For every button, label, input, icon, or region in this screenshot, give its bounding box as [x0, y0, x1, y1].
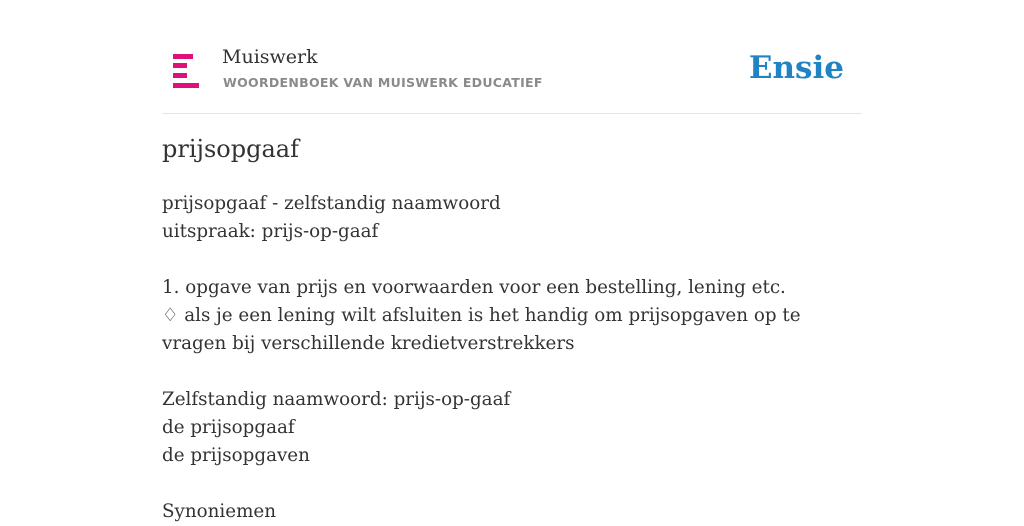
noun-heading-line: Zelfstandig naamwoord: prijs-op-gaaf [162, 389, 511, 410]
example-line: ♢ als je een lening wilt afsluiten is het handig om prijsopgaven op te vragen bij verschillende kredietverstrekkers [162, 305, 801, 354]
pronunciation-line: uitspraak: prijs-op-gaaf [162, 221, 379, 242]
page-title: prijsopgaaf [162, 135, 299, 163]
blank-line [162, 470, 862, 498]
muiswerk-logo-icon[interactable] [173, 54, 199, 88]
brand-name[interactable]: Muiswerk [222, 46, 318, 68]
site-header [162, 0, 862, 114]
page-container [162, 0, 862, 522]
blank-line [162, 246, 862, 274]
ensie-logo-link[interactable]: Ensie [748, 50, 844, 86]
word-class-line: prijsopgaaf - zelfstandig naamwoord [162, 193, 501, 214]
entry-content [162, 190, 862, 526]
singular-form-line: de prijsopgaaf [162, 417, 295, 438]
brand-subtitle: WOORDENBOEK VAN MUISWERK EDUCATIEF [223, 75, 543, 90]
definition-line: 1. opgave van prijs en voorwaarden voor een bestelling, lening etc. [162, 277, 786, 298]
plural-form-line: de prijsopgaven [162, 445, 310, 466]
synonyms-heading: Synoniemen [162, 501, 276, 522]
blank-line [162, 358, 862, 386]
